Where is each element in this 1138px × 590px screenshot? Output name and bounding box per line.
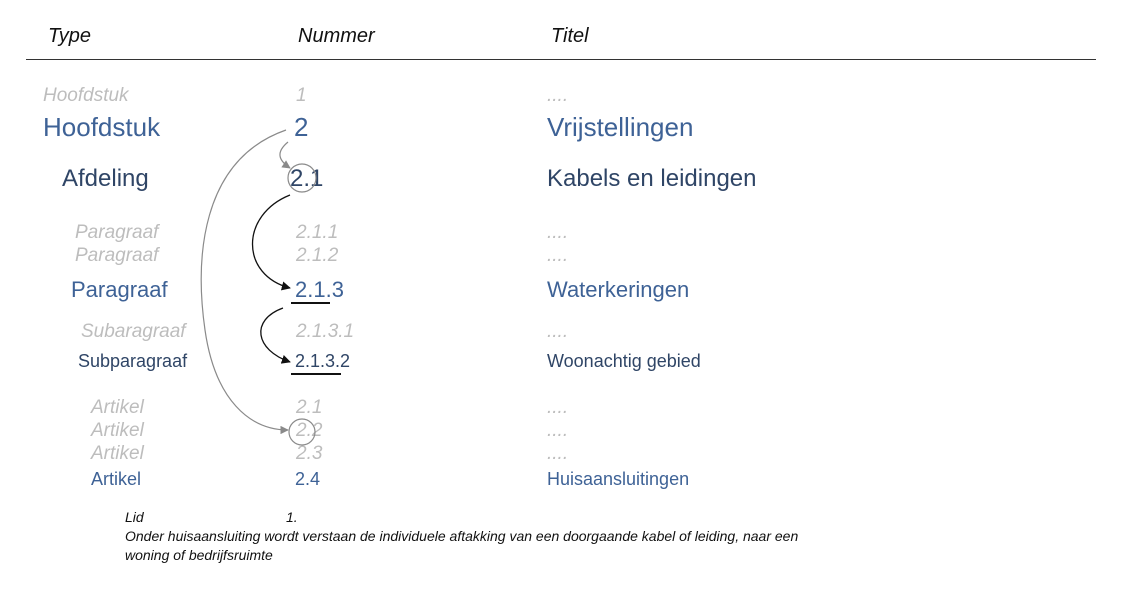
- row-title: ....: [547, 321, 569, 342]
- column-header-number: Nummer: [298, 25, 375, 47]
- row-number: 2: [294, 112, 309, 142]
- row-type: Artikel: [91, 469, 142, 489]
- row-number: 2.1: [296, 397, 323, 418]
- highlight-circle-artikel: [289, 419, 315, 445]
- row-type: Artikel: [91, 397, 144, 418]
- row-number: 1: [296, 85, 307, 106]
- highlight-circle-afdeling: [288, 164, 316, 192]
- row-number: 2.1.3: [295, 277, 344, 302]
- row-type: Afdeling: [62, 165, 149, 192]
- row-type: Artikel: [91, 443, 144, 464]
- row-type: Hoofdstuk: [43, 85, 129, 106]
- row-title: ....: [547, 222, 569, 243]
- arrow-paragraaf-to-subparagraaf: [261, 308, 290, 362]
- row-number: 2.1.2: [296, 245, 339, 266]
- row-type: Paragraaf: [75, 245, 159, 266]
- row-number: 2.3: [296, 443, 323, 464]
- column-header-title: Titel: [551, 25, 589, 47]
- row-number: 2.2: [296, 420, 323, 441]
- row-type: Hoofdstuk: [43, 112, 161, 142]
- arrow-afdeling-to-paragraaf: [253, 195, 291, 288]
- row-type: Artikel: [91, 420, 144, 441]
- row-number: 2.1.3.1: [296, 321, 355, 342]
- row-type: Paragraaf: [75, 222, 159, 243]
- row-title: ....: [547, 85, 569, 106]
- row-number: 2.1.1: [296, 222, 339, 243]
- row-number: 2.4: [295, 469, 321, 489]
- column-header-type: Type: [48, 25, 91, 47]
- row-title: ....: [547, 397, 569, 418]
- lid-text-line2: woning of bedrijfsruimte: [125, 547, 273, 563]
- row-title: ....: [547, 420, 569, 441]
- row-type: Subparagraaf: [78, 351, 188, 371]
- row-title: Huisaansluitingen: [547, 469, 690, 489]
- lid-label: Lid: [125, 509, 144, 525]
- row-title: Kabels en leidingen: [547, 165, 757, 192]
- arrow-hoofdstuk-to-afdeling: [280, 142, 290, 168]
- row-type: Paragraaf: [71, 277, 168, 302]
- row-number: 2.1: [290, 165, 324, 192]
- row-title: Vrijstellingen: [547, 112, 694, 142]
- arrow-hoofdstuk-to-artikel: [201, 130, 288, 430]
- lid-number: 1.: [286, 509, 298, 525]
- row-title: ....: [547, 245, 569, 266]
- row-title: Woonachtig gebied: [547, 351, 701, 371]
- row-title: Waterkeringen: [547, 277, 690, 302]
- row-type: Subaragraaf: [81, 321, 186, 342]
- row-title: ....: [547, 443, 569, 464]
- lid-text-line1: Onder huisaansluiting wordt verstaan de individuele aftakking van een doorgaande kabel of leiding, naar een: [125, 528, 799, 544]
- row-number: 2.1.3.2: [295, 351, 351, 371]
